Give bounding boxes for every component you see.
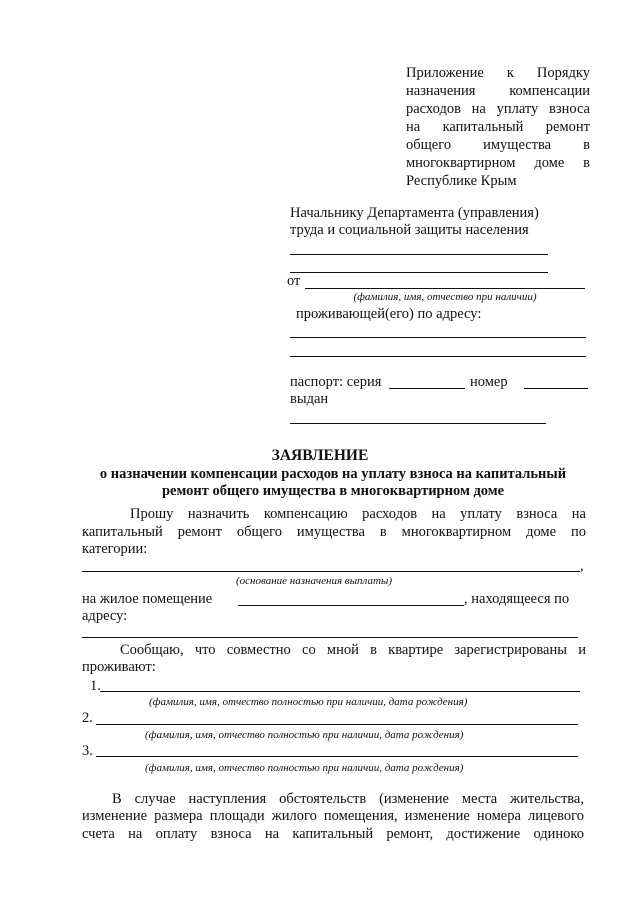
premises-label: на жилое помещение xyxy=(82,591,213,607)
category-comma: , xyxy=(580,558,584,574)
passport-number-label: номер xyxy=(470,374,508,390)
passport-number-field[interactable] xyxy=(524,388,588,389)
passport-series-field[interactable] xyxy=(389,388,465,389)
resident-number: 1. xyxy=(90,678,101,694)
circumstances-line-3: счета на оплату взноса на капитальный ремонт, достижение одиноко xyxy=(82,826,584,842)
appendix-line: многоквартирном доме в xyxy=(406,155,590,171)
request-line-2: капитальный ремонт общего имущества в многоквартирном доме по xyxy=(82,524,586,540)
appendix-line: Приложение к Порядку xyxy=(406,65,590,81)
resident-number: 3. xyxy=(82,743,93,759)
from-label: от xyxy=(287,273,301,289)
premises-field[interactable] xyxy=(238,605,464,606)
addressee-blank-2[interactable] xyxy=(290,272,548,273)
residents-line-2: проживают: xyxy=(82,659,156,675)
resident-hint: (фамилия, имя, отчество полностью при наличии, дата рождения) xyxy=(145,762,464,774)
from-field[interactable] xyxy=(305,288,585,289)
address-label-2: адресу: xyxy=(82,608,128,624)
addressee-line-1: Начальнику Департамента (управления) xyxy=(290,205,539,221)
address-field-2[interactable] xyxy=(290,356,586,357)
appendix-line: назначения компенсации xyxy=(406,83,590,99)
statement-subtitle-2: ремонт общего имущества в многоквартирном доме xyxy=(161,483,505,499)
appendix-line: на капитальный ремонт xyxy=(406,119,590,135)
resident-hint: (фамилия, имя, отчество полностью при наличии, дата рождения) xyxy=(149,696,468,708)
address-label: проживающей(его) по адресу: xyxy=(296,306,482,322)
premises-address-field[interactable] xyxy=(82,637,578,638)
addressee-blank-1[interactable] xyxy=(290,254,548,255)
appendix-line: расходов на уплату взноса xyxy=(406,101,590,117)
statement-subtitle-1: о назначении компенсации расходов на уплату взноса на капитальный xyxy=(99,466,567,482)
resident-field[interactable] xyxy=(96,724,578,725)
resident-number: 2. xyxy=(82,710,93,726)
resident-hint: (фамилия, имя, отчество полностью при наличии, дата рождения) xyxy=(145,729,464,741)
fio-hint: (фамилия, имя, отчество при наличии) xyxy=(353,291,537,303)
circumstances-line-1: В случае наступления обстоятельств (изменение места жительства, xyxy=(112,791,584,807)
appendix-block xyxy=(406,64,590,190)
address-field-1[interactable] xyxy=(290,337,586,338)
passport-series-label: паспорт: серия xyxy=(290,374,382,390)
resident-field[interactable] xyxy=(96,756,578,757)
basis-hint: (основание назначения выплаты) xyxy=(236,575,393,587)
appendix-line: общего имущества в xyxy=(406,137,590,153)
issued-label: выдан xyxy=(290,391,329,407)
circumstances-line-2: изменение размера площади жилого помещения, изменение номера лицевого xyxy=(82,808,584,824)
request-line-1: Прошу назначить компенсацию расходов на уплату взноса на xyxy=(130,506,586,522)
issued-field[interactable] xyxy=(290,423,546,424)
addressee-line-2: труда и социальной защиты населения xyxy=(290,222,529,238)
residents-line-1: Сообщаю, что совместно со мной в квартире зарегистрированы и xyxy=(120,642,586,658)
resident-field[interactable] xyxy=(100,691,580,692)
located-label: , находящееся по xyxy=(464,591,570,607)
statement-title: ЗАЯВЛЕНИЕ xyxy=(271,447,369,464)
appendix-line: Республике Крым xyxy=(406,173,517,189)
request-line-3: категории: xyxy=(82,541,148,557)
category-field[interactable] xyxy=(82,571,580,572)
